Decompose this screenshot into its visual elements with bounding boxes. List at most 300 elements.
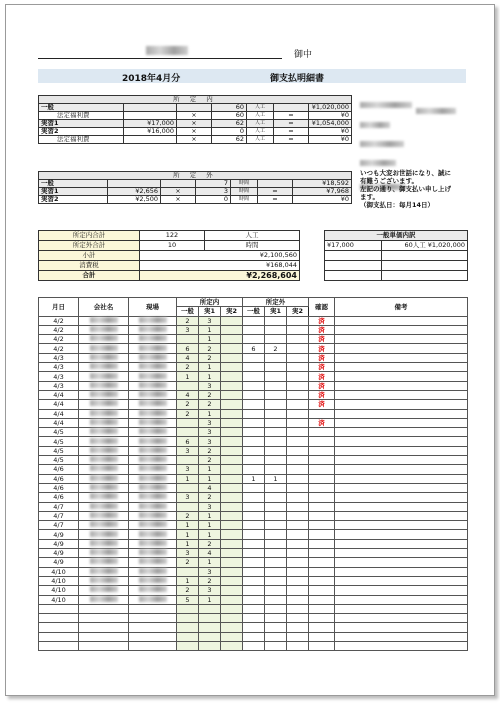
row-check: 済 bbox=[309, 372, 335, 381]
row-n2: 1 bbox=[199, 511, 221, 520]
row-label: 実習1 bbox=[39, 188, 108, 196]
table-row bbox=[39, 567, 468, 576]
row-n1: 5 bbox=[177, 595, 199, 604]
company-redacted bbox=[90, 558, 118, 564]
row-site bbox=[129, 409, 177, 418]
row-g1 bbox=[243, 381, 265, 390]
row-company bbox=[79, 511, 129, 520]
row-date: 4/10 bbox=[39, 576, 79, 585]
row-n2 bbox=[199, 641, 221, 650]
amount: ¥1,054,000 bbox=[309, 120, 352, 128]
gaibu-title: 所 定 外 bbox=[39, 172, 352, 180]
row-note bbox=[335, 614, 468, 623]
row-check bbox=[309, 623, 335, 632]
row-g2 bbox=[265, 614, 287, 623]
row-n2: 4 bbox=[199, 549, 221, 558]
row-note bbox=[335, 437, 468, 446]
row-check bbox=[309, 558, 335, 567]
recipient-name-redacted bbox=[146, 46, 188, 55]
row-date: 4/4 bbox=[39, 400, 79, 409]
company-redacted bbox=[90, 503, 118, 509]
row-site bbox=[129, 335, 177, 344]
amount: ¥18,592 bbox=[293, 180, 352, 188]
row-n2: 3 bbox=[199, 502, 221, 511]
site-redacted bbox=[139, 531, 167, 537]
row-n1: 6 bbox=[177, 344, 199, 353]
subtotal-label: 小計 bbox=[39, 251, 140, 261]
row-g1 bbox=[243, 595, 265, 604]
company-redacted bbox=[90, 540, 118, 546]
table-row bbox=[39, 539, 468, 548]
row-n3 bbox=[221, 418, 243, 427]
company-redacted bbox=[90, 596, 118, 602]
row-note bbox=[335, 576, 468, 585]
row-company bbox=[79, 372, 129, 381]
row-site bbox=[129, 539, 177, 548]
row-g2 bbox=[265, 511, 287, 520]
unit-price: ¥2,656 bbox=[108, 188, 161, 196]
equals-sign: = bbox=[258, 196, 293, 204]
row-g1 bbox=[243, 502, 265, 511]
row-company bbox=[79, 632, 129, 641]
quantity: 0 bbox=[212, 128, 247, 136]
row-company bbox=[79, 549, 129, 558]
row-date: 4/4 bbox=[39, 409, 79, 418]
naibu-table bbox=[38, 95, 352, 144]
row-n2: 2 bbox=[199, 344, 221, 353]
row-company bbox=[79, 363, 129, 372]
site-redacted bbox=[139, 447, 167, 453]
row-note bbox=[335, 641, 468, 650]
row-site bbox=[129, 400, 177, 409]
row-g3 bbox=[287, 539, 309, 548]
row-n1: 3 bbox=[177, 549, 199, 558]
row-g1 bbox=[243, 576, 265, 585]
table-row bbox=[39, 363, 468, 372]
row-note bbox=[335, 586, 468, 595]
row-n1 bbox=[177, 614, 199, 623]
row-n1: 3 bbox=[177, 446, 199, 455]
row-g2 bbox=[265, 428, 287, 437]
gaibu-row bbox=[39, 180, 352, 188]
row-check bbox=[309, 604, 335, 613]
company-redacted bbox=[90, 531, 118, 537]
site-redacted bbox=[139, 549, 167, 555]
row-check bbox=[309, 493, 335, 502]
row-note bbox=[335, 549, 468, 558]
row-g3 bbox=[287, 372, 309, 381]
table-row bbox=[39, 316, 468, 325]
quantity-unit: 時間 bbox=[231, 180, 258, 188]
table-row bbox=[39, 344, 468, 353]
row-site bbox=[129, 576, 177, 585]
row-g2 bbox=[265, 576, 287, 585]
naibu-total-value: 122 bbox=[140, 231, 205, 241]
site-redacted bbox=[139, 373, 167, 379]
row-n2: 1 bbox=[199, 325, 221, 334]
row-site bbox=[129, 511, 177, 520]
row-n3 bbox=[221, 641, 243, 650]
row-n1: 1 bbox=[177, 576, 199, 585]
row-g2 bbox=[265, 502, 287, 511]
row-g3 bbox=[287, 530, 309, 539]
row-n2: 2 bbox=[199, 539, 221, 548]
company-redacted bbox=[90, 317, 118, 323]
row-g2 bbox=[265, 353, 287, 362]
quantity-unit: 人工 bbox=[247, 104, 274, 112]
row-date: 4/3 bbox=[39, 363, 79, 372]
row-n1: 1 bbox=[177, 521, 199, 530]
equals-sign: = bbox=[274, 120, 309, 128]
row-g3 bbox=[287, 623, 309, 632]
row-company bbox=[79, 493, 129, 502]
row-g2 bbox=[265, 604, 287, 613]
table-row bbox=[39, 511, 468, 520]
row-n1: 2 bbox=[177, 316, 199, 325]
site-redacted bbox=[139, 419, 167, 425]
row-company bbox=[79, 604, 129, 613]
row-g1 bbox=[243, 623, 265, 632]
row-site bbox=[129, 446, 177, 455]
company-redacted bbox=[90, 568, 118, 574]
row-g2 bbox=[265, 558, 287, 567]
row-label: 一般 bbox=[39, 180, 108, 188]
row-check: 済 bbox=[309, 335, 335, 344]
row-g2 bbox=[265, 632, 287, 641]
row-date: 4/4 bbox=[39, 390, 79, 399]
quantity: 0 bbox=[196, 196, 231, 204]
row-n2: 1 bbox=[199, 474, 221, 483]
row-g1 bbox=[243, 586, 265, 595]
row-n3 bbox=[221, 474, 243, 483]
row-n1: 3 bbox=[177, 465, 199, 474]
company-redacted bbox=[90, 456, 118, 462]
row-site bbox=[129, 558, 177, 567]
breakdown-detail: 60人工 ¥1,020,000 bbox=[382, 241, 468, 251]
unit-price bbox=[124, 104, 177, 112]
row-company bbox=[79, 530, 129, 539]
table-row bbox=[39, 465, 468, 474]
row-g3 bbox=[287, 353, 309, 362]
gaibu-table bbox=[38, 171, 352, 204]
times-sign: × bbox=[177, 120, 212, 128]
table-row bbox=[39, 335, 468, 344]
row-n1 bbox=[177, 632, 199, 641]
row-check bbox=[309, 446, 335, 455]
row-g2 bbox=[265, 363, 287, 372]
row-note bbox=[335, 344, 468, 353]
row-n3 bbox=[221, 493, 243, 502]
sub-gaibu-ji1: 実1 bbox=[265, 307, 287, 316]
tax-label: 消費税 bbox=[39, 261, 140, 271]
document-title: 御支払明細書 bbox=[270, 74, 325, 84]
col-note: 備考 bbox=[335, 298, 468, 317]
row-date: 4/10 bbox=[39, 586, 79, 595]
row-date: 4/6 bbox=[39, 474, 79, 483]
row-check bbox=[309, 511, 335, 520]
site-redacted bbox=[139, 475, 167, 481]
col-date: 月日 bbox=[39, 298, 79, 317]
row-date: 4/3 bbox=[39, 381, 79, 390]
row-check bbox=[309, 632, 335, 641]
amount: ¥0 bbox=[309, 128, 352, 136]
onchu-label: 御中 bbox=[294, 50, 313, 60]
quantity: 3 bbox=[196, 188, 231, 196]
row-n3 bbox=[221, 400, 243, 409]
site-redacted bbox=[139, 382, 167, 388]
row-n3 bbox=[221, 390, 243, 399]
row-date: 4/5 bbox=[39, 446, 79, 455]
row-g2: 2 bbox=[265, 344, 287, 353]
row-n3 bbox=[221, 632, 243, 641]
row-g3 bbox=[287, 316, 309, 325]
row-n2: 2 bbox=[199, 400, 221, 409]
row-n3 bbox=[221, 372, 243, 381]
amount: ¥1,020,000 bbox=[309, 104, 352, 112]
row-n2: 2 bbox=[199, 390, 221, 399]
row-check bbox=[309, 409, 335, 418]
row-n2 bbox=[199, 623, 221, 632]
note-line-2: 有難うございます。 bbox=[360, 177, 418, 185]
quantity-unit: 時間 bbox=[231, 196, 258, 204]
row-n1 bbox=[177, 623, 199, 632]
row-site bbox=[129, 483, 177, 492]
row-note bbox=[335, 465, 468, 474]
row-n2: 2 bbox=[199, 576, 221, 585]
row-g3 bbox=[287, 456, 309, 465]
row-site bbox=[129, 418, 177, 427]
subtotal-value: ¥2,100,560 bbox=[140, 251, 300, 261]
row-check: 済 bbox=[309, 390, 335, 399]
row-date: 4/5 bbox=[39, 428, 79, 437]
site-redacted bbox=[139, 345, 167, 351]
row-check bbox=[309, 576, 335, 585]
row-n3 bbox=[221, 558, 243, 567]
row-n3 bbox=[221, 428, 243, 437]
row-site bbox=[129, 614, 177, 623]
row-note bbox=[335, 539, 468, 548]
gaibu-total-value: 10 bbox=[140, 241, 205, 251]
row-n3 bbox=[221, 344, 243, 353]
site-redacted bbox=[139, 521, 167, 527]
row-date bbox=[39, 623, 79, 632]
row-g1: 1 bbox=[243, 474, 265, 483]
naibu-total-label: 所定内合計 bbox=[39, 231, 140, 241]
company-redacted bbox=[90, 549, 118, 555]
row-site bbox=[129, 474, 177, 483]
row-g3 bbox=[287, 381, 309, 390]
row-n2: 1 bbox=[199, 530, 221, 539]
site-redacted bbox=[139, 540, 167, 546]
company-redacted bbox=[90, 326, 118, 332]
table-row bbox=[39, 446, 468, 455]
row-n3 bbox=[221, 381, 243, 390]
row-g3 bbox=[287, 390, 309, 399]
row-check: 済 bbox=[309, 316, 335, 325]
row-check: 済 bbox=[309, 363, 335, 372]
row-site bbox=[129, 549, 177, 558]
company-redacted bbox=[90, 373, 118, 379]
table-row bbox=[39, 409, 468, 418]
row-note bbox=[335, 390, 468, 399]
row-note bbox=[335, 511, 468, 520]
table-row bbox=[39, 372, 468, 381]
row-company bbox=[79, 465, 129, 474]
row-g3 bbox=[287, 474, 309, 483]
row-g2 bbox=[265, 483, 287, 492]
unit-price: ¥16,000 bbox=[124, 128, 177, 136]
row-g2 bbox=[265, 530, 287, 539]
row-check bbox=[309, 428, 335, 437]
row-g3 bbox=[287, 595, 309, 604]
row-note bbox=[335, 335, 468, 344]
row-g1 bbox=[243, 521, 265, 530]
row-note bbox=[335, 483, 468, 492]
row-note bbox=[335, 409, 468, 418]
row-n2: 1 bbox=[199, 558, 221, 567]
row-check: 済 bbox=[309, 353, 335, 362]
quantity-unit: 時間 bbox=[231, 188, 258, 196]
table-row bbox=[39, 604, 468, 613]
row-site bbox=[129, 502, 177, 511]
row-n1: 2 bbox=[177, 511, 199, 520]
row-g1 bbox=[243, 641, 265, 650]
note-line-1: いつも大変お世話になり、誠に bbox=[360, 169, 451, 177]
row-g1 bbox=[243, 539, 265, 548]
row-company bbox=[79, 586, 129, 595]
col-site: 現場 bbox=[129, 298, 177, 317]
times-sign: × bbox=[161, 188, 196, 196]
note-line-5: （御支払日：毎月14日） bbox=[360, 201, 435, 209]
row-n1: 2 bbox=[177, 409, 199, 418]
breakdown-title: 一般単価内訳 bbox=[325, 231, 468, 241]
row-check: 済 bbox=[309, 400, 335, 409]
company-redacted bbox=[90, 484, 118, 490]
row-n3 bbox=[221, 363, 243, 372]
site-redacted bbox=[139, 596, 167, 602]
row-g2 bbox=[265, 549, 287, 558]
row-date: 4/2 bbox=[39, 344, 79, 353]
row-note bbox=[335, 316, 468, 325]
recipient-line bbox=[38, 57, 282, 59]
row-g2 bbox=[265, 437, 287, 446]
row-n1 bbox=[177, 483, 199, 492]
table-row bbox=[39, 641, 468, 650]
table-row bbox=[39, 390, 468, 399]
row-site bbox=[129, 465, 177, 474]
site-redacted bbox=[139, 586, 167, 592]
row-n2: 2 bbox=[199, 493, 221, 502]
row-n1 bbox=[177, 604, 199, 613]
row-n2: 1 bbox=[199, 335, 221, 344]
row-check bbox=[309, 465, 335, 474]
row-check bbox=[309, 437, 335, 446]
row-company bbox=[79, 353, 129, 362]
tax-value: ¥168,044 bbox=[140, 261, 300, 271]
table-row bbox=[39, 530, 468, 539]
row-g2 bbox=[265, 623, 287, 632]
row-g3 bbox=[287, 576, 309, 585]
table-row bbox=[39, 428, 468, 437]
row-g3 bbox=[287, 400, 309, 409]
row-check bbox=[309, 456, 335, 465]
row-g3 bbox=[287, 549, 309, 558]
row-n3 bbox=[221, 409, 243, 418]
row-g1 bbox=[243, 390, 265, 399]
row-n3 bbox=[221, 502, 243, 511]
row-n1 bbox=[177, 335, 199, 344]
row-g1 bbox=[243, 409, 265, 418]
row-n1: 3 bbox=[177, 493, 199, 502]
table-row bbox=[39, 418, 468, 427]
row-note bbox=[335, 502, 468, 511]
row-note bbox=[335, 632, 468, 641]
times-sign: × bbox=[177, 128, 212, 136]
table-row bbox=[39, 549, 468, 558]
row-check: 済 bbox=[309, 381, 335, 390]
row-n2: 1 bbox=[199, 521, 221, 530]
table-row bbox=[39, 381, 468, 390]
row-note bbox=[335, 325, 468, 334]
company-redacted bbox=[90, 363, 118, 369]
company-redacted bbox=[90, 428, 118, 434]
row-g2 bbox=[265, 335, 287, 344]
quantity: 62 bbox=[212, 136, 247, 144]
company-redacted bbox=[90, 400, 118, 406]
row-note bbox=[335, 428, 468, 437]
row-n2: 4 bbox=[199, 483, 221, 492]
row-date: 4/3 bbox=[39, 372, 79, 381]
site-redacted bbox=[139, 456, 167, 462]
site-redacted bbox=[139, 354, 167, 360]
site-redacted bbox=[139, 326, 167, 332]
row-g2 bbox=[265, 400, 287, 409]
row-date bbox=[39, 604, 79, 613]
row-g2 bbox=[265, 521, 287, 530]
row-g3 bbox=[287, 502, 309, 511]
row-n3 bbox=[221, 530, 243, 539]
row-n2: 1 bbox=[199, 595, 221, 604]
company-redacted bbox=[90, 521, 118, 527]
times-sign: × bbox=[177, 112, 212, 120]
table-row bbox=[39, 325, 468, 334]
row-company bbox=[79, 437, 129, 446]
row-g3 bbox=[287, 567, 309, 576]
row-note bbox=[335, 493, 468, 502]
row-note bbox=[335, 418, 468, 427]
company-redacted bbox=[90, 475, 118, 481]
row-g1 bbox=[243, 483, 265, 492]
row-n3 bbox=[221, 549, 243, 558]
row-site bbox=[129, 567, 177, 576]
sub-naibu-ji1: 実1 bbox=[199, 307, 221, 316]
row-date: 4/2 bbox=[39, 325, 79, 334]
row-label: 実習2 bbox=[39, 128, 124, 136]
table-row bbox=[39, 521, 468, 530]
row-n3 bbox=[221, 623, 243, 632]
company-redacted bbox=[90, 447, 118, 453]
row-g1 bbox=[243, 418, 265, 427]
site-redacted bbox=[139, 568, 167, 574]
naibu-total-unit: 人工 bbox=[205, 231, 300, 241]
row-n1: 1 bbox=[177, 372, 199, 381]
row-site bbox=[129, 381, 177, 390]
row-n2: 3 bbox=[199, 418, 221, 427]
naibu-row bbox=[39, 136, 352, 144]
row-n3 bbox=[221, 576, 243, 585]
company-redacted bbox=[90, 577, 118, 583]
row-g3 bbox=[287, 363, 309, 372]
